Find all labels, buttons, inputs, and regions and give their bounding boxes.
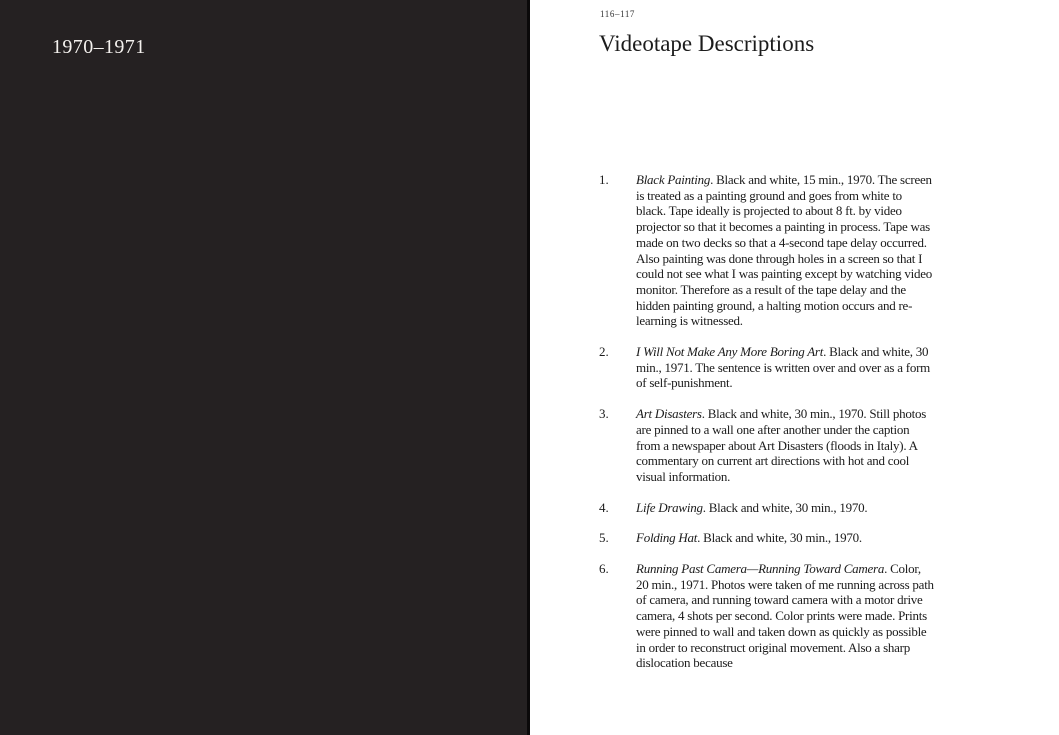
- item-text: [636, 406, 934, 485]
- item-number: 3.: [599, 406, 609, 422]
- list-item: [599, 561, 944, 671]
- list-item: [599, 172, 944, 329]
- left-page: [0, 0, 527, 735]
- item-number: 2.: [599, 344, 609, 360]
- item-number: 6.: [599, 561, 609, 577]
- right-page: [530, 0, 1059, 735]
- item-text: [636, 561, 934, 671]
- list-item: [599, 344, 944, 391]
- item-title: Art Disasters: [636, 406, 702, 422]
- page-title: Videotape Descriptions: [599, 31, 815, 56]
- item-title: Black Painting: [636, 172, 711, 187]
- list-item: [599, 406, 944, 485]
- list-item: [599, 530, 944, 546]
- item-text: [636, 344, 934, 391]
- item-text: [636, 172, 934, 329]
- item-title: Life Drawing: [636, 499, 703, 515]
- item-title: Folding Hat: [636, 530, 698, 546]
- list-item: [599, 500, 944, 516]
- item-text: [636, 530, 934, 546]
- item-body: . Black and white, 15 min., 1970. The screen is treated as a painting ground and goes from white to black. Tape ideally is projected to about 8 ft. by video projector so that it becomes a painting in process. Tape was made on two decks so that a 4-second tape delay occurred. Also painting was done through holes in a screen so that I could not see what I was painting except by watching video monitor. Therefore as a result of the tape delay and the hidden painting ground, a halting motion occurs and re-learning is witnessed.: [636, 172, 932, 329]
- folio-page-numbers: 116–117: [600, 9, 636, 19]
- item-body: . Black and white, 30 min., 1970.: [702, 499, 868, 515]
- item-number: 5.: [599, 530, 609, 546]
- item-title: I Will Not Make Any More Boring Art: [636, 344, 824, 360]
- left-page-year-range: 1970–1971: [52, 36, 146, 58]
- videotape-list: [599, 172, 944, 686]
- item-title: Running Past Camera—Running Toward Camera: [636, 561, 885, 577]
- item-text: [636, 500, 934, 516]
- item-number: 1.: [599, 172, 609, 187]
- item-body: . Black and white, 30 min., 1970. Still photos are pinned to a wall one after another under the caption from a newspaper about Art Disasters (floods in Italy). A commentary on current art directions with hot and cool visual information.: [636, 406, 927, 484]
- item-body: . Black and white, 30 min., 1971. The sentence is written over and over as a form of self-punishment.: [636, 344, 931, 391]
- item-body: . Color, 20 min., 1971. Photos were taken of me running across path of camera, and running toward camera with a motor drive camera, 4 shots per second. Color prints were made. Prints were pinned to wall and taken down as quickly as possible in order to reconstruct original movement. Also a sharp dislocation because: [636, 561, 934, 671]
- item-body: . Black and white, 30 min., 1970.: [697, 530, 862, 546]
- item-number: 4.: [599, 499, 609, 515]
